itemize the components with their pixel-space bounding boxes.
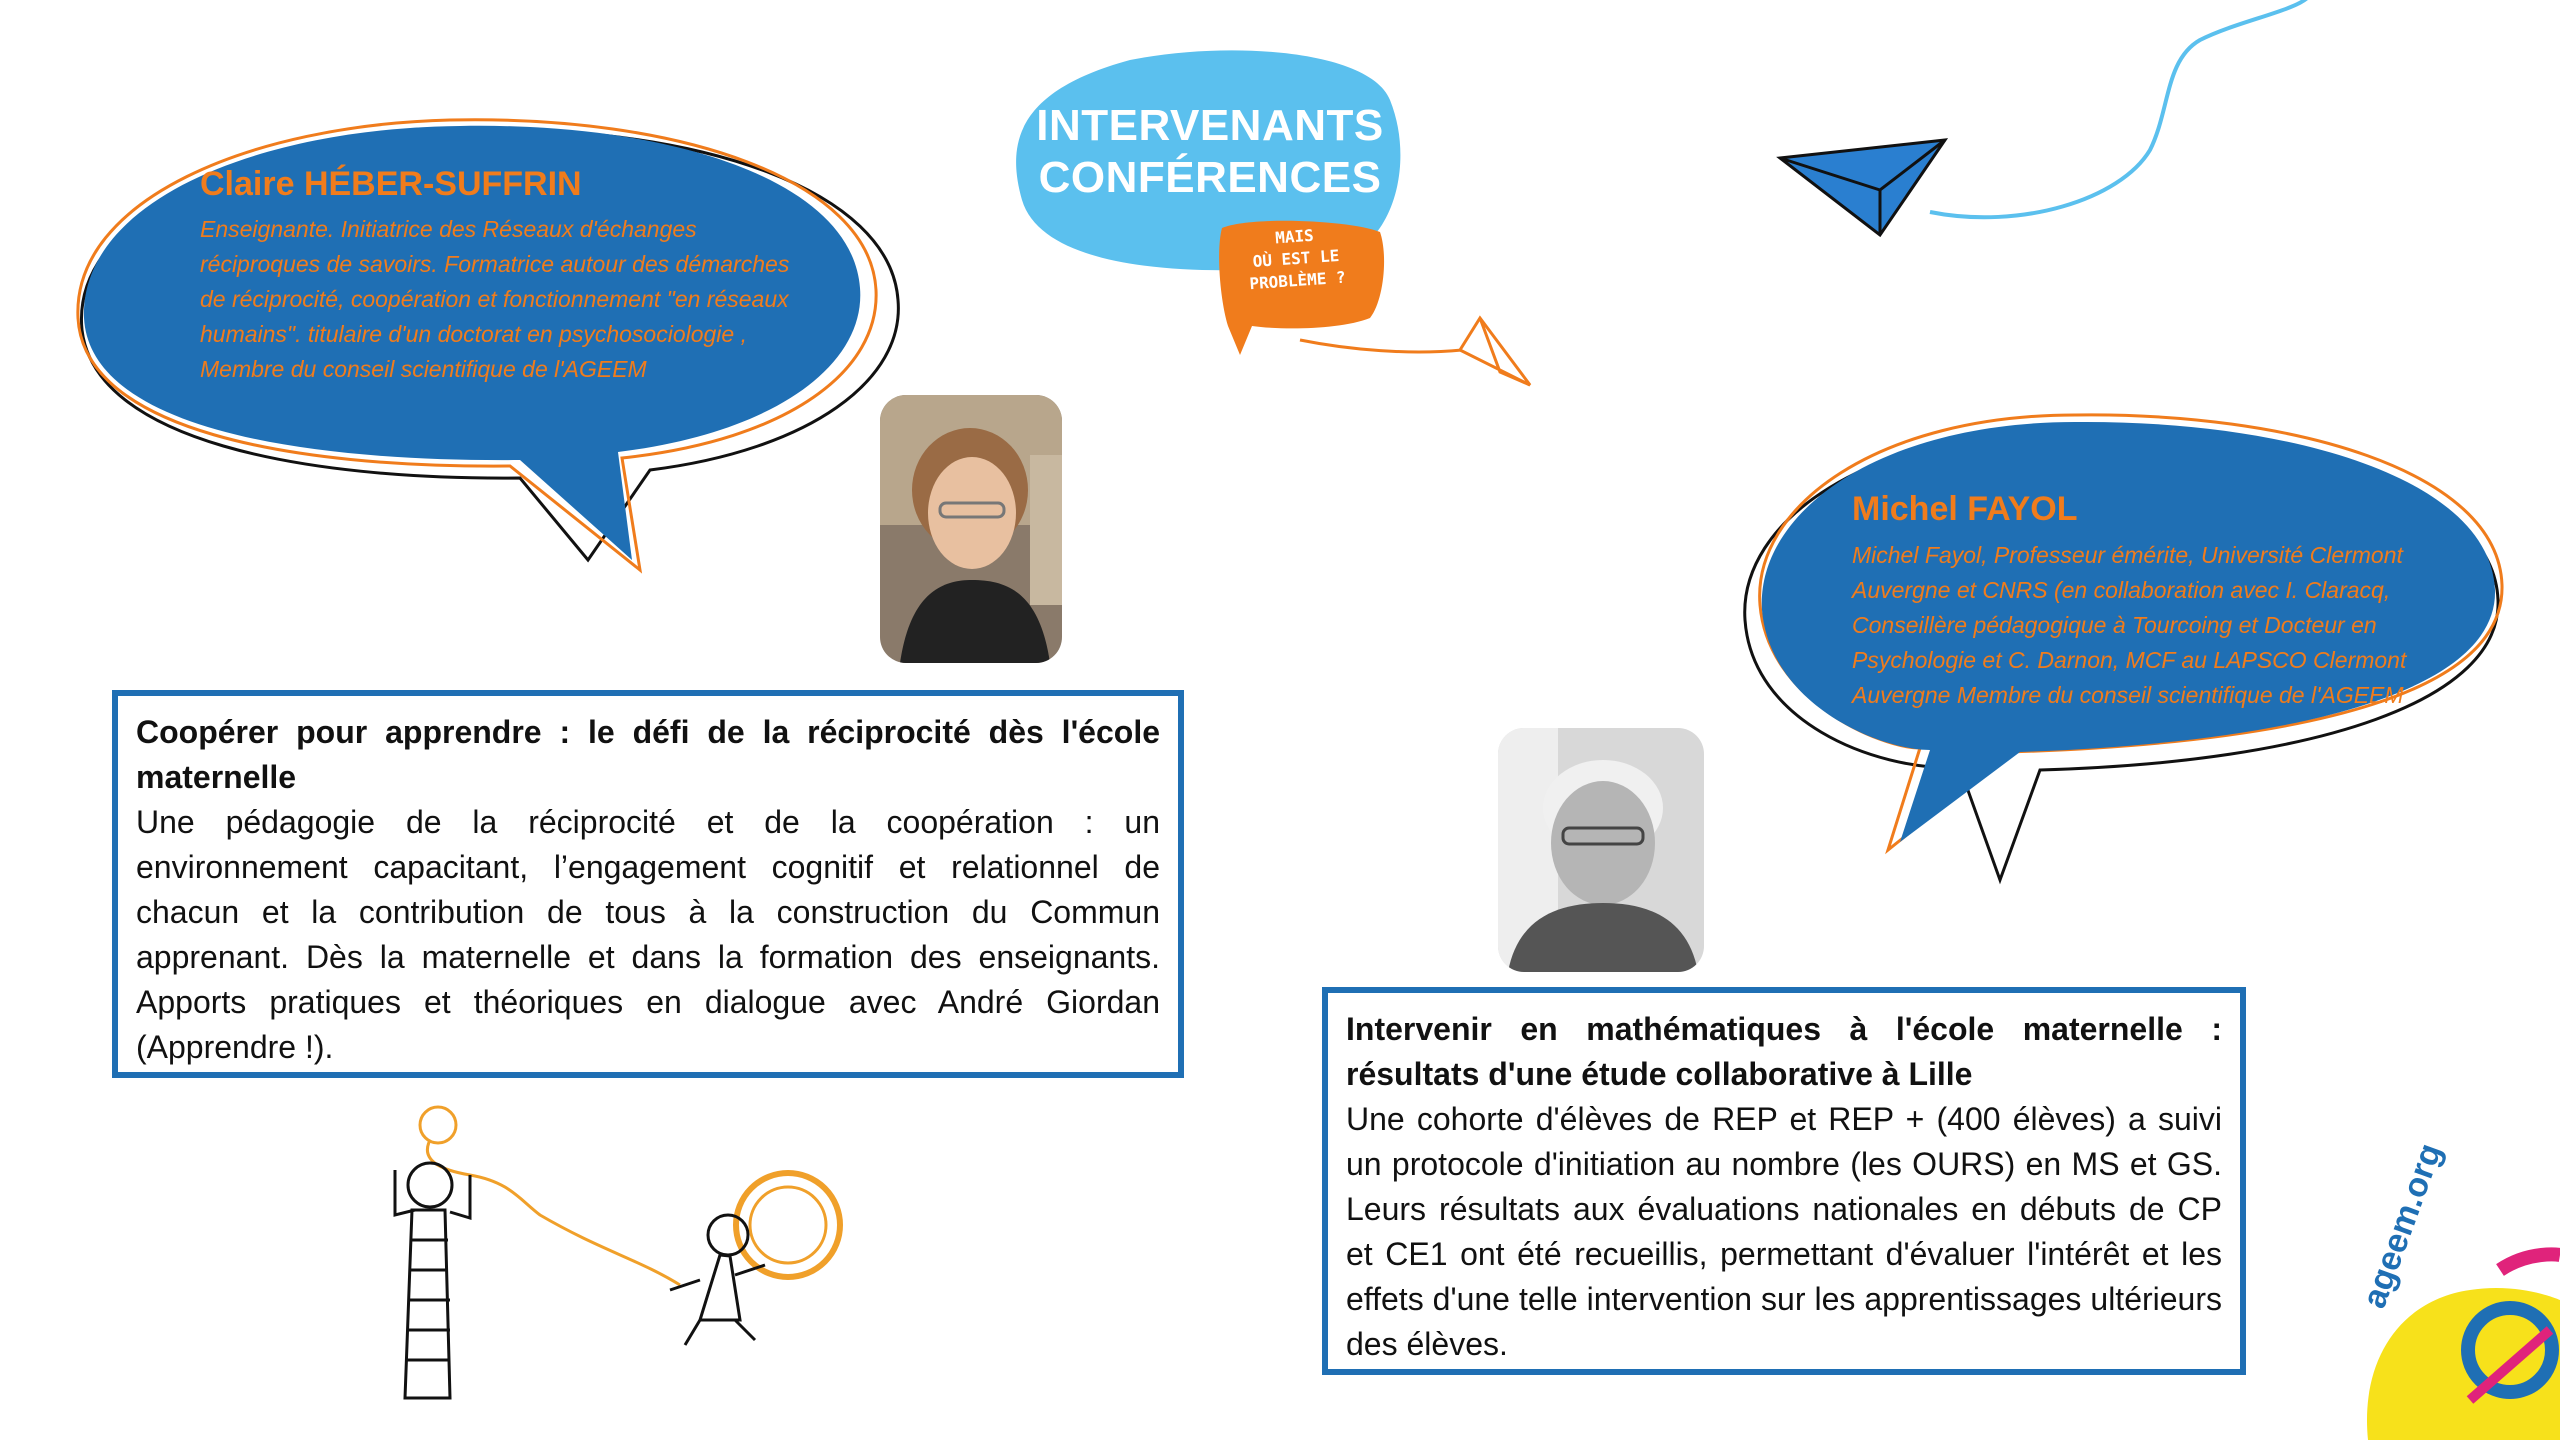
talk1-body: Une pédagogie de la réciprocité et de la coopération : un environnement capacitant, l’engagement cognitif et relationnel de chacun et la contribution de tous à la construction du Commun apprenant. Dès la maternelle et dans la formation des enseignants. Apports pratiques et théoriques en dialogue avec André Giordan (Apprendre !). xyxy=(136,804,1160,1065)
talk1-box xyxy=(112,690,1184,1078)
speaker1-photo xyxy=(880,395,1062,663)
page-title xyxy=(1010,100,1410,204)
logo-text: ageem.org xyxy=(2355,1138,2450,1313)
blue-paper-plane-icon xyxy=(1780,0,2310,235)
title-line-1: INTERVENANTS xyxy=(1036,101,1384,150)
yarn-illustration xyxy=(395,1107,840,1398)
orange-paper-plane-icon xyxy=(1300,318,1530,385)
talk2-title: Intervenir en mathématiques à l'école maternelle : résultats d'une étude collaborative à Lille xyxy=(1346,1011,2222,1092)
talk2-box xyxy=(1322,987,2246,1375)
title-line-2: CONFÉRENCES xyxy=(1038,153,1382,202)
speaker2-photo xyxy=(1498,728,1704,972)
badge-line-2: OÙ EST LE xyxy=(1252,246,1340,272)
talk2-body: Une cohorte d'élèves de REP et REP + (400 élèves) a suivi un protocole d'initiation au nombre (les OURS) en MS et GS. Leurs résultats aux évaluations nationales en débuts de CP et CE1 ont été recueillis, permettant d'évaluer l'intérêt et les effets d'une telle intervention sur les apprentissages ultérieurs des élèves. xyxy=(1346,1101,2222,1362)
speaker2-name: Michel FAYOL xyxy=(1852,490,2078,528)
speaker1-name: Claire HÉBER-SUFFRIN xyxy=(200,165,582,203)
badge-line-3: PROBLÈME ? xyxy=(1248,267,1347,294)
badge-line-1: MAIS xyxy=(1274,225,1315,248)
talk1-title: Coopérer pour apprendre : le défi de la réciprocité dès l'école maternelle xyxy=(136,714,1160,795)
speaker1-description: Enseignante. Initiatrice des Réseaux d'échanges réciproques de savoirs. Formatrice autour des démarches de réciprocité, coopération et fonctionnement "en réseaux humains". titulaire d'un doctorat en psychosociologie , Membre du conseil scientifique de l'AGEEM xyxy=(200,216,790,382)
problem-badge-text xyxy=(1214,220,1378,297)
speaker2-description: Michel Fayol, Professeur émérite, Université Clermont Auvergne et CNRS (en collaboration avec I. Claracq, Conseillère pédagogique à Tourcoing et Docteur en Psychologie et C. Darnon, MCF au LAPSCO Clermont Auvergne Membre du conseil scientifique de l'AGEEM xyxy=(1852,542,2407,708)
